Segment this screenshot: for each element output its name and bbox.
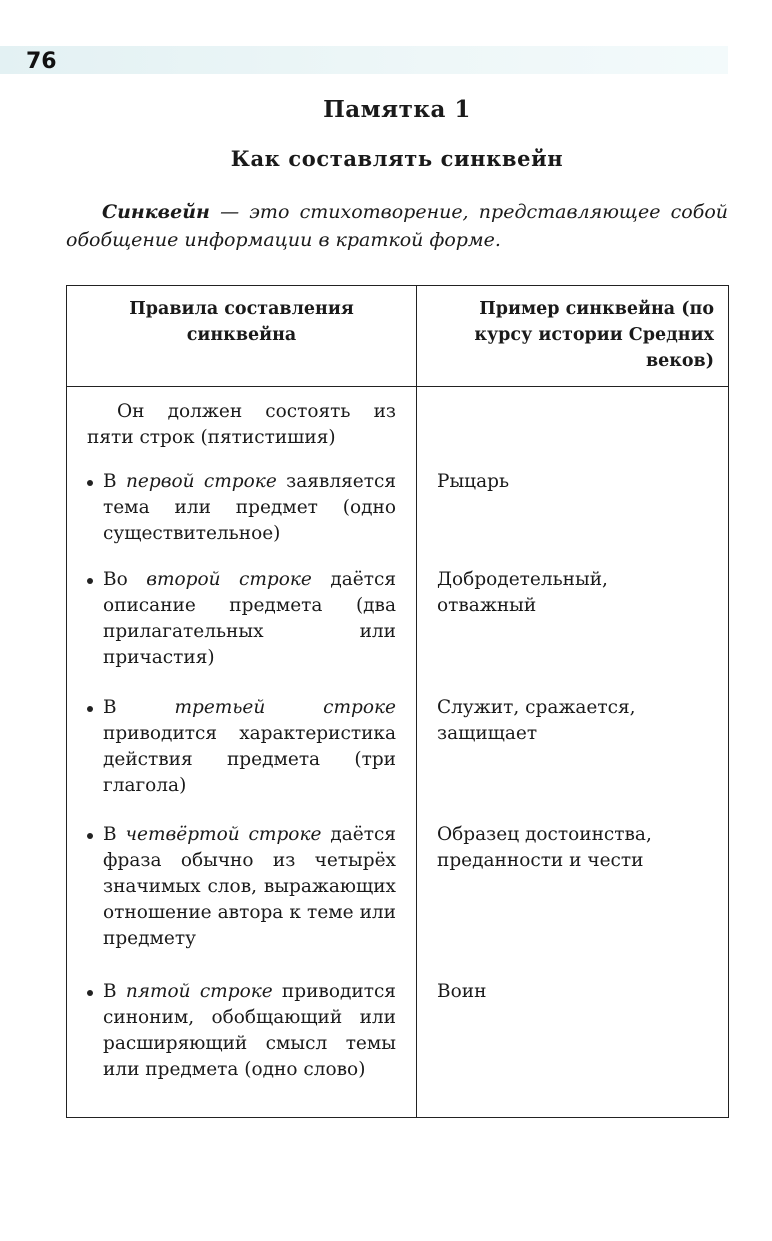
example-cell: Служит, сражается, защищает bbox=[417, 685, 729, 813]
page-number: 76 bbox=[26, 49, 57, 74]
rule-bullet: В пятой строке приводится синоним, обобщающий или расширяющий смысл темы или предмета (одно слово) bbox=[87, 979, 396, 1083]
rule-emphasis: второй строке bbox=[146, 569, 312, 591]
rule-intro-cell bbox=[67, 387, 417, 459]
example-cell: Добродетельный, отважный bbox=[417, 557, 729, 685]
rule-cell bbox=[67, 812, 417, 969]
rule-emphasis: третьей строке bbox=[174, 696, 396, 718]
table-row bbox=[67, 812, 729, 969]
definition-paragraph bbox=[66, 198, 728, 254]
rule-emphasis: четвёртой строке bbox=[125, 824, 322, 846]
table-row bbox=[67, 685, 729, 813]
rule-bullet: В третьей строке приводится характеристика действия предмета (три глагола) bbox=[87, 695, 396, 799]
example-cell: Образец достоинства, преданности и чести bbox=[417, 812, 729, 969]
rule-cell bbox=[67, 685, 417, 813]
table-row bbox=[67, 557, 729, 685]
rule-cell bbox=[67, 969, 417, 1117]
rule-emphasis: первой строке bbox=[125, 470, 277, 492]
rule-cell bbox=[67, 459, 417, 558]
rule-bullet: В первой строке заявляется тема или предмет (одно существительное) bbox=[87, 469, 396, 547]
rule-emphasis: пятой строке bbox=[125, 981, 273, 1003]
table-header-row bbox=[67, 286, 729, 387]
rule-bullet: В четвёртой строке даётся фраза обычно из четырёх значимых слов, выражающих отношение автора к теме или предмету bbox=[87, 822, 396, 952]
header-rules: Правила составления синквейна bbox=[67, 286, 417, 387]
memo-subtitle: Как составлять синквейн bbox=[230, 146, 564, 171]
memo-title: Памятка 1 bbox=[323, 96, 471, 123]
example-cell: Воин bbox=[417, 969, 729, 1117]
header-example: Пример синквейна (по курсу истории Средних веков) bbox=[417, 286, 729, 387]
syncwine-table bbox=[66, 285, 729, 1118]
table-row bbox=[67, 969, 729, 1117]
example-cell: Рыцарь bbox=[417, 459, 729, 558]
definition-term: Синквейн bbox=[102, 201, 210, 223]
table-row bbox=[67, 459, 729, 558]
page-header-band bbox=[0, 46, 728, 74]
definition-text: — это стихотворение, представляющее собой обобщение информации в краткой форме. bbox=[66, 201, 728, 251]
rule-intro: Он должен состоять из пяти строк (пятистишия) bbox=[87, 401, 396, 448]
example-cell bbox=[417, 387, 729, 459]
rule-cell bbox=[67, 557, 417, 685]
table-row bbox=[67, 387, 729, 459]
rule-bullet: Во второй строке даётся описание предмета (два прилагательных или причастия) bbox=[87, 567, 396, 671]
